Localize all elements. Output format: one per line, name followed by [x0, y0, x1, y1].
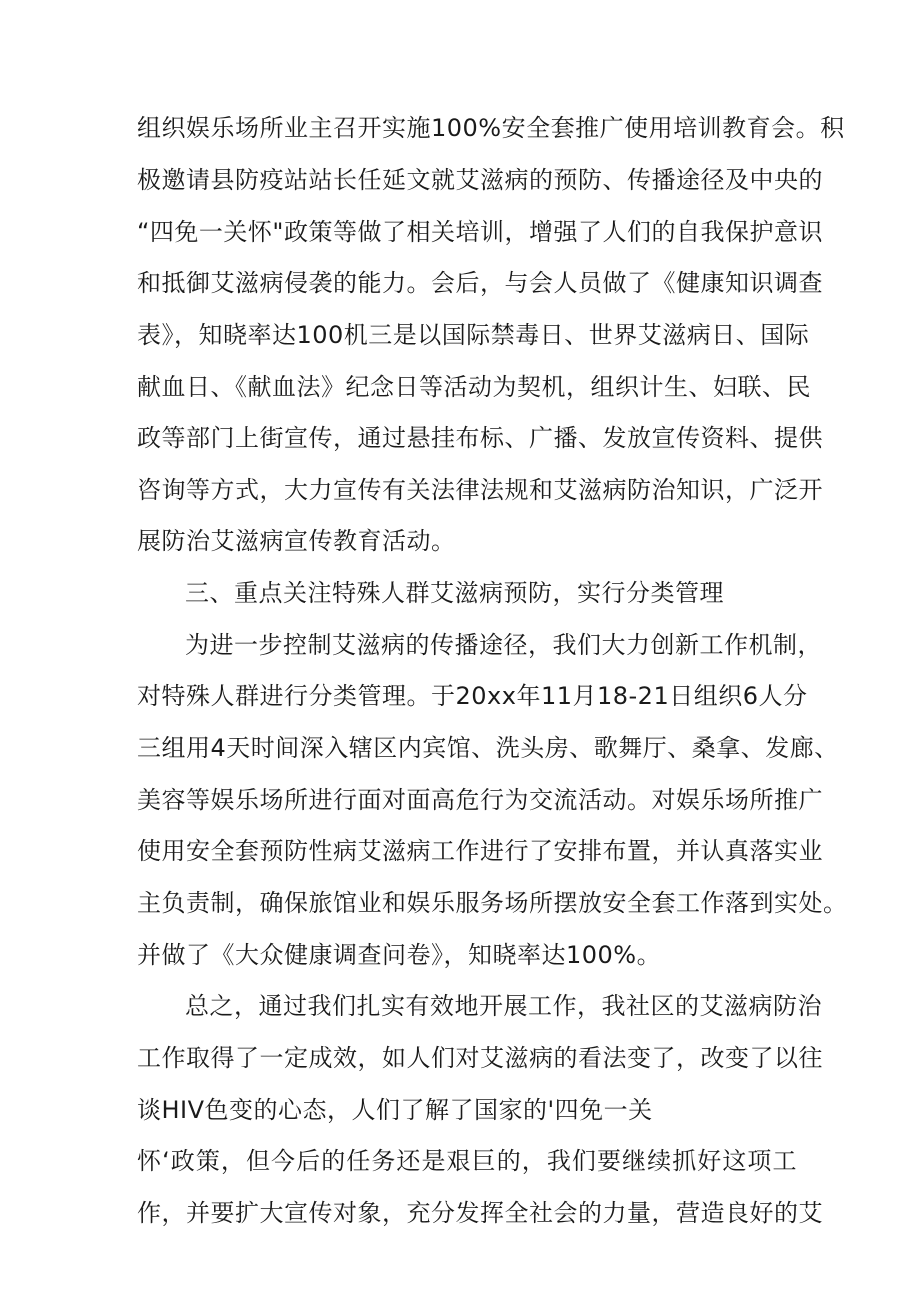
- paragraph-3-line-2: 工作取得了一定成效，如人们对艾滋病的看法变了，改变了以往: [137, 1044, 823, 1072]
- paragraph-1-line-3: “四免一关怀"政策等做了相关培训，增强了人们的自我保护意识: [137, 218, 823, 246]
- paragraph-1-line-7: 政等部门上街宣传，通过悬挂布标、广播、发放宣传资料、提供: [137, 424, 823, 452]
- paragraph-2-line-6: 主负责制，确保旅馆业和娱乐服务场所摆放安全套工作落到实处。: [137, 889, 848, 917]
- paragraph-2-line-2: 对特殊人群进行分类管理。于20xx年11月18-21日组织6人分: [137, 682, 808, 710]
- paragraph-1-line-1: 组织娱乐场所业主召开实施100%安全套推广使用培训教育会。积: [137, 114, 845, 142]
- paragraph-2-line-4: 美容等娱乐场所进行面对面高危行为交流活动。对娱乐场所推广: [137, 786, 823, 814]
- paragraph-3-line-4: 怀‘政策，但今后的任务还是艰巨的，我们要继续抓好这项工: [137, 1147, 797, 1175]
- paragraph-2-line-1: 为进一步控制艾滋病的传播途径，我们大力创新工作机制，: [185, 631, 822, 659]
- section-heading-3: 三、重点关注特殊人群艾滋病预防，实行分类管理: [185, 579, 724, 607]
- paragraph-1-line-6: 献血日、《献血法》纪念日等活动为契机，组织计生、妇联、民: [137, 373, 811, 401]
- paragraph-2-line-3: 三组用4天时间深入辖区内宾馆、洗头房、歌舞厅、桑拿、发廊、: [137, 734, 839, 762]
- paragraph-1-line-8: 咨询等方式，大力宣传有关法律法规和艾滋病防治知识，广泛开: [137, 476, 823, 504]
- paragraph-3-line-1: 总之，通过我们扎实有效地开展工作，我社区的艾滋病防治: [185, 992, 822, 1020]
- paragraph-1-line-9: 展防治艾滋病宣传教育活动。: [137, 527, 456, 555]
- paragraph-2-line-5: 使用安全套预防性病艾滋病工作进行了安排布置，并认真落实业: [137, 837, 823, 865]
- paragraph-3-line-5: 作，并要扩大宣传对象，充分发挥全社会的力量，营造良好的艾: [137, 1199, 823, 1227]
- paragraph-2-line-7: 并做了《大众健康调查问卷》，知晓率达100%。: [137, 941, 662, 969]
- paragraph-1-line-4: 和抵御艾滋病侵袭的能力。会后，与会人员做了《健康知识调查: [137, 269, 823, 297]
- paragraph-3-line-3: 谈HIV色变的心态，人们了解了国家的'四免一关: [137, 1096, 653, 1124]
- paragraph-1-line-2: 极邀请县防疫站站长任延文就艾滋病的预防、传播途径及中央的: [137, 166, 823, 194]
- paragraph-1-line-5: 表》，知晓率达100机三是以国际禁毒日、世界艾滋病日、国际: [137, 321, 810, 349]
